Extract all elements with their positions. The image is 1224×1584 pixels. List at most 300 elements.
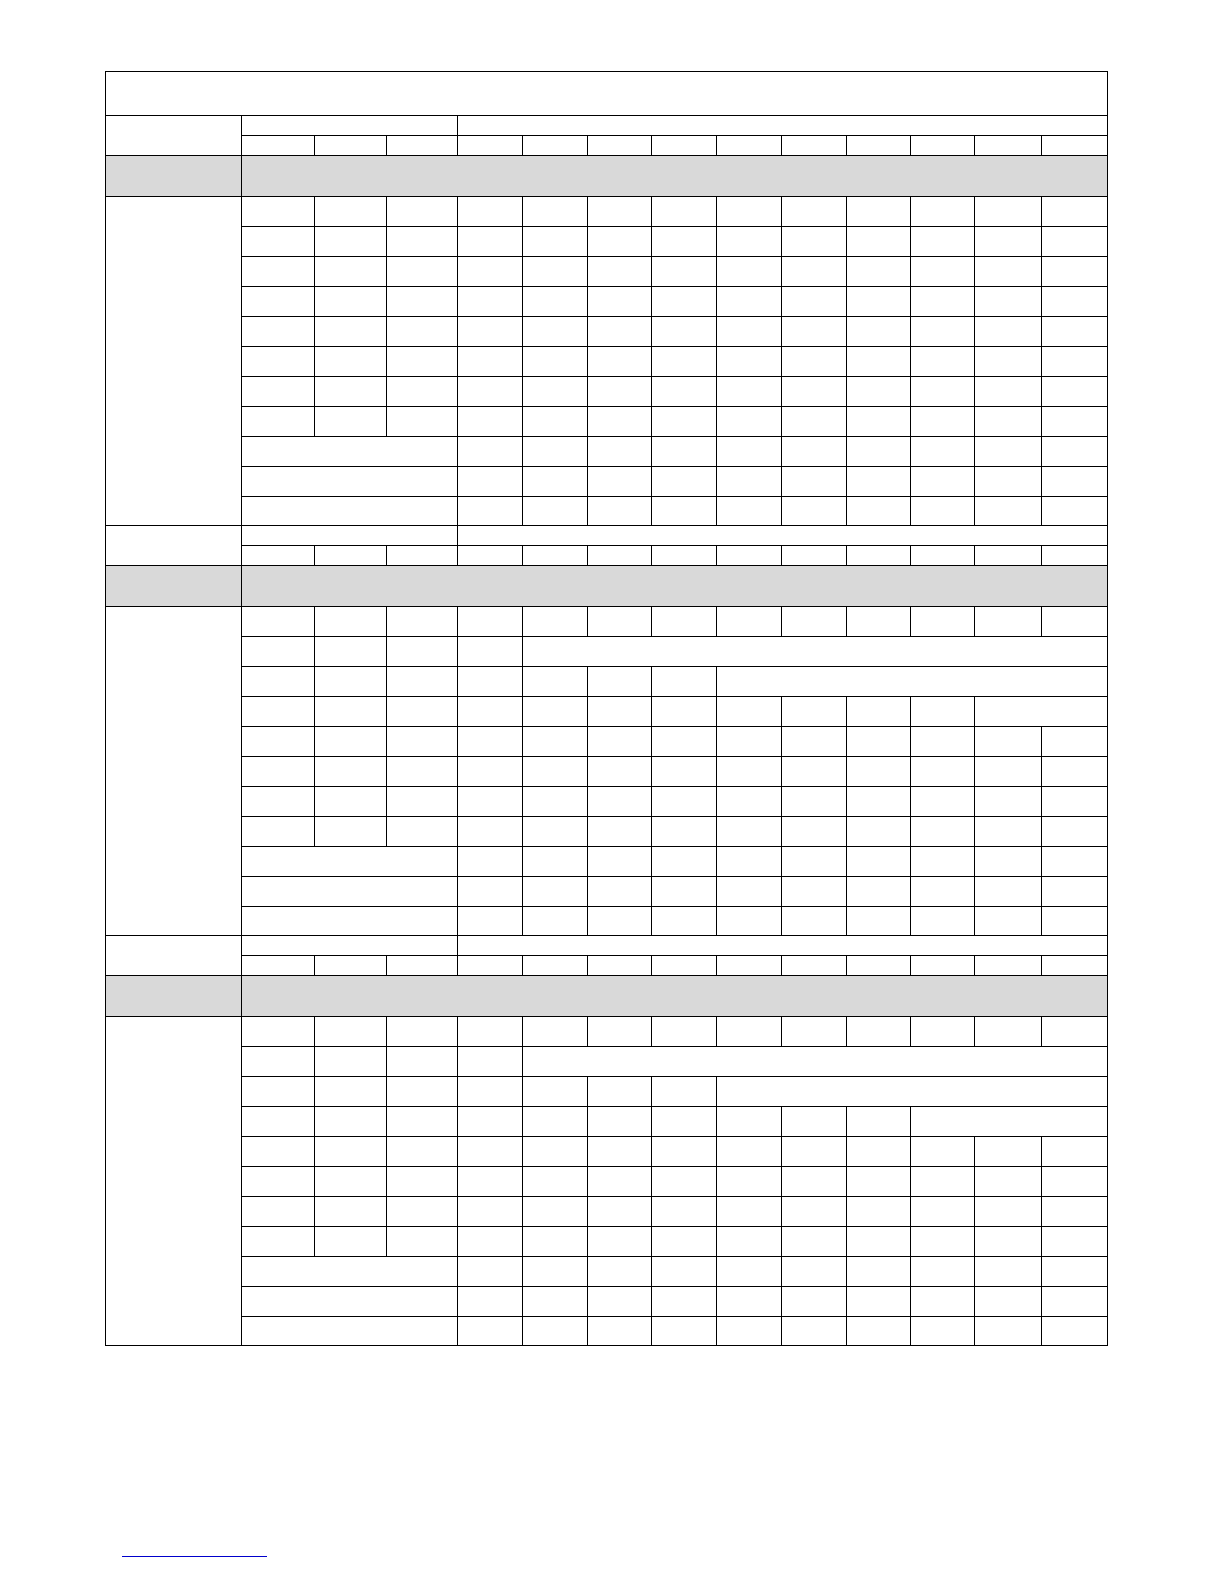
- table-cell: [717, 727, 782, 757]
- table-row: [106, 1077, 1108, 1107]
- section-band: [242, 566, 1108, 607]
- table-cell: [523, 847, 588, 877]
- table-cell: [523, 437, 588, 467]
- table-cell: [847, 317, 911, 347]
- table-cell: [458, 956, 523, 976]
- table-cell: [242, 546, 315, 566]
- table-cell: [911, 467, 975, 497]
- footer-link-underline[interactable]: [122, 1556, 267, 1557]
- table-cell: [652, 1077, 717, 1107]
- table-cell: [975, 1017, 1042, 1047]
- table-cell: [523, 727, 588, 757]
- table-cell: [782, 1197, 847, 1227]
- table-cell: [782, 1167, 847, 1197]
- table-cell: [782, 1017, 847, 1047]
- merged-cell: [523, 1047, 1108, 1077]
- table-cell: [652, 467, 717, 497]
- table-cell: [911, 727, 975, 757]
- table-cell: [975, 817, 1042, 847]
- table-row: [106, 407, 1108, 437]
- table-cell: [652, 407, 717, 437]
- table-cell: [652, 377, 717, 407]
- table-row: [106, 197, 1108, 227]
- table-cell: [387, 956, 458, 976]
- table-cell: [652, 1107, 717, 1137]
- table-cell: [242, 1077, 315, 1107]
- table-cell: [588, 1017, 652, 1047]
- table-row: [106, 1017, 1108, 1047]
- table-cell: [315, 1077, 387, 1107]
- table-row: [106, 347, 1108, 377]
- table-cell: [523, 956, 588, 976]
- table-row: [106, 817, 1108, 847]
- table-cell: [1042, 1257, 1108, 1287]
- table-cell: [588, 227, 652, 257]
- table-cell: [847, 727, 911, 757]
- table-cell: [717, 907, 782, 936]
- table-cell: [458, 467, 523, 497]
- table-cell: [458, 757, 523, 787]
- table-cell: [911, 787, 975, 817]
- table-cell: [387, 607, 458, 637]
- merged-cell: [1042, 227, 1108, 257]
- table-cell: [588, 546, 652, 566]
- table-cell: [1042, 956, 1108, 976]
- table-cell: [652, 787, 717, 817]
- table-cell: [588, 607, 652, 637]
- table-cell: [652, 727, 717, 757]
- table-cell: [588, 1077, 652, 1107]
- table-cell: [782, 877, 847, 907]
- table-cell: [847, 227, 911, 257]
- table-cell: [588, 1137, 652, 1167]
- table-row: [106, 667, 1108, 697]
- table-cell: [458, 1257, 523, 1287]
- table-cell: [315, 1227, 387, 1257]
- table-cell: [1042, 907, 1108, 936]
- table-cell: [717, 197, 782, 227]
- table-cell: [523, 1197, 588, 1227]
- title-row: [106, 72, 1108, 116]
- table-cell: [782, 697, 847, 727]
- summary-row: [106, 877, 1108, 907]
- table-cell: [975, 607, 1042, 637]
- table-cell: [911, 347, 975, 377]
- table-cell: [717, 1287, 782, 1317]
- table-cell: [652, 136, 717, 156]
- table-cell: [652, 317, 717, 347]
- table-cell: [387, 197, 458, 227]
- table-cell: [315, 257, 387, 287]
- table-cell: [652, 877, 717, 907]
- table-cell: [782, 956, 847, 976]
- table-cell: [782, 1257, 847, 1287]
- table-cell: [975, 287, 1042, 317]
- table-cell: [975, 787, 1042, 817]
- summary-row: [106, 497, 1108, 526]
- table-cell: [588, 1317, 652, 1346]
- table-cell: [652, 546, 717, 566]
- section-band: [242, 976, 1108, 1017]
- table-cell: [782, 1317, 847, 1346]
- table-cell: [975, 257, 1042, 287]
- table-cell: [315, 287, 387, 317]
- table-cell: [782, 546, 847, 566]
- table-cell: [911, 1317, 975, 1346]
- table-cell: [458, 1227, 523, 1257]
- table-row: [106, 1227, 1108, 1257]
- table-row: [106, 317, 1108, 347]
- table-cell: [975, 437, 1042, 467]
- table-cell: [847, 787, 911, 817]
- table-cell: [975, 1227, 1042, 1257]
- table-cell: [975, 757, 1042, 787]
- summary-label-cell: [242, 497, 458, 526]
- table-cell: [1042, 347, 1108, 377]
- table-cell: [315, 607, 387, 637]
- summary-label-cell: [242, 1287, 458, 1317]
- table-cell: [588, 1167, 652, 1197]
- header-group-cell: [458, 116, 1108, 136]
- table-row: [106, 1137, 1108, 1167]
- row-label-cell: [106, 607, 242, 936]
- table-cell: [523, 497, 588, 526]
- table-cell: [387, 817, 458, 847]
- summary-row: [106, 1257, 1108, 1287]
- table-row: [106, 1107, 1108, 1137]
- merged-cell: [975, 697, 1108, 727]
- table-cell: [652, 347, 717, 377]
- table-cell: [458, 1047, 523, 1077]
- table-cell: [652, 1227, 717, 1257]
- table-cell: [588, 1227, 652, 1257]
- table-cell: [523, 1257, 588, 1287]
- table-cell: [911, 847, 975, 877]
- table-cell: [242, 407, 315, 437]
- table-cell: [652, 1167, 717, 1197]
- table-cell: [717, 1107, 782, 1137]
- table-cell: [847, 1137, 911, 1167]
- table-cell: [652, 1137, 717, 1167]
- table-cell: [911, 1257, 975, 1287]
- table-title: [106, 72, 1108, 116]
- table-cell: [458, 1317, 523, 1346]
- table-cell: [387, 1197, 458, 1227]
- table-cell: [588, 1257, 652, 1287]
- header-label-cell: [106, 116, 242, 156]
- table-cell: [975, 407, 1042, 437]
- table-cell: [717, 407, 782, 437]
- row-label-cell: [106, 1017, 242, 1346]
- table-cell: [242, 1047, 315, 1077]
- table-cell: [847, 757, 911, 787]
- table-cell: [523, 377, 588, 407]
- table-cell: [975, 1137, 1042, 1167]
- table-cell: [523, 697, 588, 727]
- table-cell: [315, 1197, 387, 1227]
- table-cell: [242, 1197, 315, 1227]
- table-cell: [782, 257, 847, 287]
- table-cell: [717, 437, 782, 467]
- table-cell: [387, 287, 458, 317]
- table-cell: [975, 1257, 1042, 1287]
- table-row: [106, 637, 1108, 667]
- table-cell: [717, 877, 782, 907]
- table-cell: [975, 877, 1042, 907]
- table-cell: [782, 907, 847, 936]
- table-cell: [242, 317, 315, 347]
- header-group-cell: [458, 936, 1108, 956]
- table-cell: [315, 1017, 387, 1047]
- table-cell: [458, 907, 523, 936]
- table-cell: [387, 787, 458, 817]
- table-cell: [242, 637, 315, 667]
- table-row: [106, 607, 1108, 637]
- summary-label-cell: [242, 467, 458, 497]
- table-cell: [911, 877, 975, 907]
- table-cell: [652, 1287, 717, 1317]
- table-cell: [652, 956, 717, 976]
- table-cell: [1042, 437, 1108, 467]
- merged-cell: [717, 667, 1108, 697]
- summary-label-cell: [242, 877, 458, 907]
- table-cell: [242, 377, 315, 407]
- table-cell: [458, 727, 523, 757]
- section-band-label: [106, 156, 242, 197]
- table-cell: [315, 667, 387, 697]
- table-cell: [847, 817, 911, 847]
- section-band-row: [106, 976, 1108, 1017]
- table-cell: [1042, 257, 1108, 287]
- table-cell: [652, 757, 717, 787]
- table-cell: [588, 787, 652, 817]
- section-band-row: [106, 566, 1108, 607]
- table-cell: [911, 317, 975, 347]
- table-cell: [782, 347, 847, 377]
- table-cell: [847, 257, 911, 287]
- table-cell: [782, 497, 847, 526]
- table-cell: [1042, 467, 1108, 497]
- table-cell: [911, 607, 975, 637]
- table-cell: [315, 407, 387, 437]
- table-cell: [523, 757, 588, 787]
- summary-row: [106, 437, 1108, 467]
- table-cell: [717, 1167, 782, 1197]
- summary-label-cell: [242, 437, 458, 467]
- table-cell: [242, 817, 315, 847]
- table-cell: [523, 136, 588, 156]
- table-cell: [588, 437, 652, 467]
- table-cell: [975, 317, 1042, 347]
- table-cell: [458, 347, 523, 377]
- table-cell: [911, 1227, 975, 1257]
- table-cell: [458, 667, 523, 697]
- table-cell: [242, 1167, 315, 1197]
- table-cell: [458, 1077, 523, 1107]
- table-cell: [588, 407, 652, 437]
- table-cell: [782, 1227, 847, 1257]
- table-cell: [652, 1317, 717, 1346]
- table-cell: [652, 907, 717, 936]
- table-cell: [652, 667, 717, 697]
- table-cell: [458, 546, 523, 566]
- table-cell: [387, 347, 458, 377]
- table-cell: [717, 347, 782, 377]
- table-cell: [1042, 407, 1108, 437]
- table-cell: [387, 1107, 458, 1137]
- table-cell: [782, 136, 847, 156]
- table-cell: [911, 956, 975, 976]
- table-cell: [458, 637, 523, 667]
- table-cell: [242, 347, 315, 377]
- table-cell: [847, 377, 911, 407]
- table-cell: [242, 136, 315, 156]
- summary-row: [106, 1317, 1108, 1346]
- table-cell: [242, 1137, 315, 1167]
- table-cell: [242, 227, 315, 257]
- table-cell: [315, 347, 387, 377]
- table-cell: [847, 467, 911, 497]
- table-cell: [975, 907, 1042, 936]
- table-cell: [523, 907, 588, 936]
- table-cell: [782, 847, 847, 877]
- table-cell: [717, 607, 782, 637]
- table-cell: [588, 377, 652, 407]
- header-group-cell: [458, 526, 1108, 546]
- table-cell: [975, 197, 1042, 227]
- table-cell: [315, 1047, 387, 1077]
- table-cell: [242, 1227, 315, 1257]
- table-cell: [1042, 546, 1108, 566]
- table-cell: [975, 1287, 1042, 1317]
- table-cell: [588, 1197, 652, 1227]
- table-cell: [1042, 757, 1108, 787]
- table-cell: [847, 407, 911, 437]
- table-cell: [782, 437, 847, 467]
- table-cell: [588, 287, 652, 317]
- row-label-cell: [106, 197, 242, 526]
- table-cell: [652, 697, 717, 727]
- table-row: [106, 1197, 1108, 1227]
- table-cell: [242, 1017, 315, 1047]
- table-cell: [717, 257, 782, 287]
- table-cell: [458, 1107, 523, 1137]
- table-cell: [315, 1107, 387, 1137]
- header-row-2: [106, 136, 1108, 156]
- summary-row: [106, 467, 1108, 497]
- table-cell: [782, 757, 847, 787]
- table-cell: [782, 1137, 847, 1167]
- table-cell: [782, 1107, 847, 1137]
- table-cell: [458, 1197, 523, 1227]
- table-cell: [523, 407, 588, 437]
- summary-label-cell: [242, 1317, 458, 1346]
- table-cell: [242, 257, 315, 287]
- table-cell: [588, 1107, 652, 1137]
- table-cell: [315, 956, 387, 976]
- table-cell: [717, 467, 782, 497]
- table-cell: [458, 287, 523, 317]
- table-cell: [387, 546, 458, 566]
- header-row-1: [106, 936, 1108, 956]
- table-cell: [911, 1197, 975, 1227]
- table-cell: [387, 1137, 458, 1167]
- table-cell: [315, 1167, 387, 1197]
- table-cell: [911, 287, 975, 317]
- table-cell: [315, 377, 387, 407]
- table-cell: [523, 1107, 588, 1137]
- table-cell: [847, 437, 911, 467]
- header-row-1: [106, 526, 1108, 546]
- table-cell: [847, 136, 911, 156]
- table-cell: [847, 197, 911, 227]
- summary-row: [106, 1287, 1108, 1317]
- table-cell: [1042, 497, 1108, 526]
- table-row: [106, 727, 1108, 757]
- table-cell: [387, 637, 458, 667]
- header-label-cell: [106, 526, 242, 566]
- table-cell: [588, 257, 652, 287]
- table-cell: [387, 377, 458, 407]
- table-cell: [588, 727, 652, 757]
- table-cell: [847, 956, 911, 976]
- header-row-2: [106, 956, 1108, 976]
- table-cell: [523, 347, 588, 377]
- table-cell: [458, 437, 523, 467]
- table-cell: [847, 546, 911, 566]
- table-cell: [588, 877, 652, 907]
- table-cell: [588, 197, 652, 227]
- table-cell: [1042, 877, 1108, 907]
- table-cell: [588, 1287, 652, 1317]
- table-cell: [523, 287, 588, 317]
- table-cell: [847, 607, 911, 637]
- table-cell: [847, 877, 911, 907]
- table-cell: [315, 757, 387, 787]
- table-cell: [1042, 1017, 1108, 1047]
- table-cell: [458, 136, 523, 156]
- table-cell: [652, 257, 717, 287]
- table-cell: [847, 1317, 911, 1346]
- table-cell: [315, 317, 387, 347]
- table-cell: [847, 847, 911, 877]
- table-row: [106, 697, 1108, 727]
- table-cell: [717, 497, 782, 526]
- table-cell: [652, 607, 717, 637]
- table-cell: [458, 877, 523, 907]
- table-cell: [717, 317, 782, 347]
- table-cell: [458, 847, 523, 877]
- table-cell: [782, 1287, 847, 1317]
- table-cell: [911, 1167, 975, 1197]
- summary-label-cell: [242, 1257, 458, 1287]
- table-cell: [717, 697, 782, 727]
- table-cell: [387, 1077, 458, 1107]
- table-cell: [242, 667, 315, 697]
- summary-row: [106, 907, 1108, 936]
- table-cell: [1042, 197, 1108, 227]
- table-cell: [911, 1017, 975, 1047]
- table-cell: [847, 1197, 911, 1227]
- table-cell: [975, 1167, 1042, 1197]
- table-cell: [911, 377, 975, 407]
- table-row: [106, 787, 1108, 817]
- table-cell: [588, 347, 652, 377]
- table-cell: [458, 1287, 523, 1317]
- table-cell: [315, 136, 387, 156]
- table-cell: [975, 377, 1042, 407]
- table-cell: [588, 907, 652, 936]
